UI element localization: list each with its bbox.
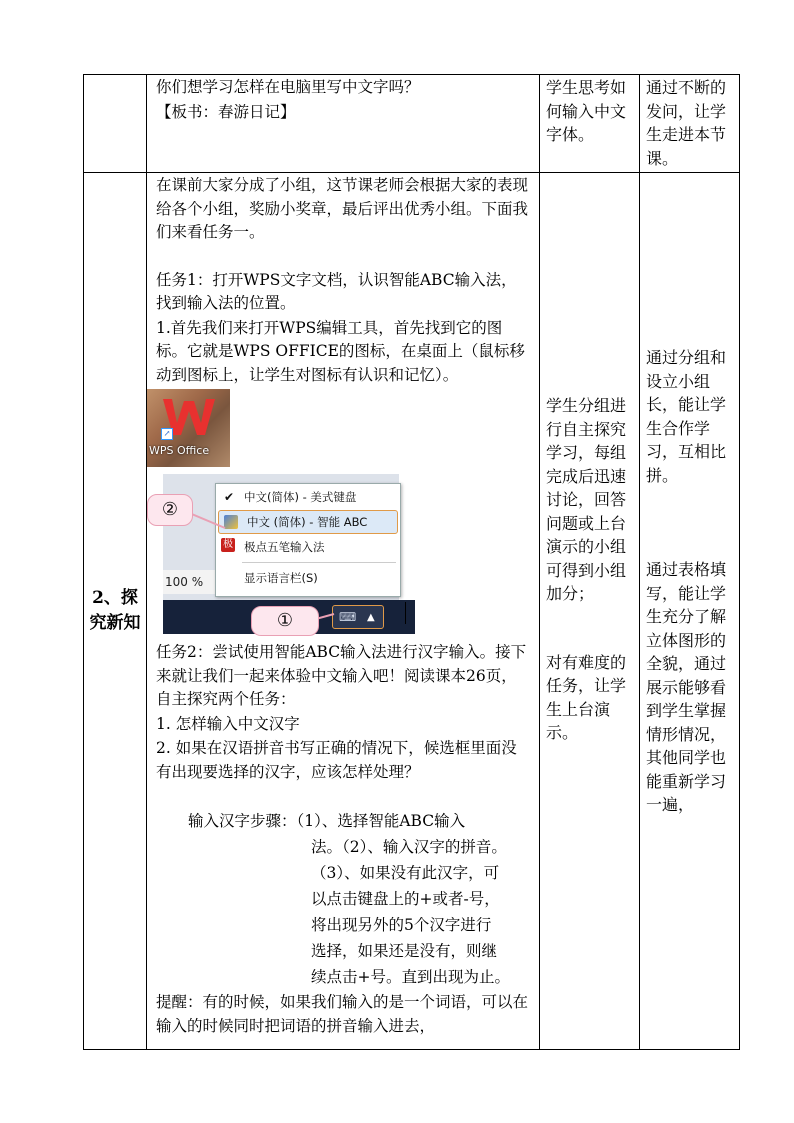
callout-2: ②: [147, 494, 193, 526]
content-cell: [147, 173, 540, 1050]
student-activity-cell: [540, 75, 640, 173]
wubi-icon: 极: [223, 539, 233, 550]
language-tray-button[interactable]: [332, 605, 384, 629]
menu-item-smart-abc[interactable]: [218, 510, 398, 534]
table-row: [84, 173, 740, 1050]
menu-item-wubi[interactable]: [216, 534, 400, 560]
steps-line: 输入汉字步骤：（1）、选择智能ABC输入: [188, 812, 466, 830]
board-note: 【板书：春游日记】: [156, 102, 296, 121]
intro-paragraph: 在课前大家分成了小组，这节课老师会根据大家的表现给各个小组，奖励小奖章，最后评出优秀小组。下面我们来看任务一。: [156, 176, 529, 241]
menu-item-label: 中文 (简体) - 智能 ABC: [247, 515, 368, 529]
design-purpose-text: 通过不断的发问，让学生走进本节课。: [646, 78, 727, 168]
wps-office-desktop-icon[interactable]: [147, 389, 230, 467]
menu-item-show-language-bar[interactable]: [216, 565, 400, 591]
zoom-status-text: 100 %: [163, 570, 225, 594]
student-activity-cell: [540, 173, 640, 1050]
spacer: [540, 606, 639, 650]
design-purpose-cell: [640, 173, 740, 1050]
shortcut-arrow-icon: ↗: [161, 428, 173, 440]
wps-icon-caption: WPS Office: [149, 444, 210, 457]
section-cell: [84, 173, 147, 1050]
spacer: [540, 173, 639, 393]
input-method-menu: [215, 483, 401, 597]
section-title: 2、探究新知: [89, 588, 141, 633]
steps-line: 将出现另外的5个汉字进行: [311, 916, 492, 934]
task1-step: 1.首先我们来打开WPS编辑工具，首先找到它的图标。它就是WPS OFFICE的图标，在桌面上（鼠标移动到图标上，让学生对图标有认识和记忆）。: [156, 318, 525, 384]
input-steps: [147, 807, 539, 990]
steps-line: 以点击键盘上的+或者-号，: [311, 890, 500, 908]
tip-text: 提醒：有的时候，如果我们输入的是一个词语，可以在输入的时候同时把词语的拼音输入进去，: [156, 993, 529, 1035]
design-purpose-cell: [640, 75, 740, 173]
ime-menu-screenshot: [147, 474, 403, 634]
student-activity-text: 对有难度的任务，让学生上台演示。: [546, 652, 627, 742]
menu-item-label: 中文(简体) - 美式键盘: [244, 490, 357, 504]
table-row: [84, 75, 740, 173]
callout-pointer: [187, 508, 227, 534]
task2-question-2: 2. 如果在汉语拼音书写正确的情况下，候选框里面没有出现要选择的汉字，应该怎样处理？: [156, 739, 517, 781]
steps-line: 选择，如果还是没有，则继: [311, 942, 498, 960]
keyboard-icon: ⌨: [339, 610, 357, 624]
intro-question: 你们想学习怎样在电脑里写中文字吗？: [156, 78, 420, 96]
task2-question-1: 1. 怎样输入中文汉字: [156, 714, 300, 733]
lesson-plan-table: [83, 74, 740, 1050]
design-purpose-text: 通过分组和设立小组长，能让学生合作学习，互相比拼。: [646, 348, 727, 485]
callout-1: ①: [251, 606, 319, 636]
task1-title: 任务1：打开WPS文字文档，认识智能ABC输入法，找到输入法的位置。: [156, 270, 517, 312]
menu-item-label: 显示语言栏(S): [244, 571, 318, 585]
content-cell: [147, 75, 540, 173]
spacer: [640, 173, 739, 345]
section-cell-empty: [84, 75, 147, 173]
steps-line: （3）、如果没有此汉字，可: [311, 864, 500, 882]
checkmark-icon: ✔: [224, 490, 235, 504]
spacer: [640, 487, 739, 557]
student-activity-text: 学生思考如何输入中文字体。: [546, 78, 627, 144]
menu-divider: [242, 562, 396, 563]
design-purpose-text: 通过表格填写，能让学生充分了解立体图形的全貌，通过展示能够看到学生掌握情形情况，其他同学也能重新学习一遍，: [646, 560, 727, 814]
student-activity-text: 学生分组进行自主探究学习，每组完成后迅速讨论，回答问题或上台演示的小组可得到小组加分；: [546, 396, 627, 603]
spacer: [147, 245, 539, 268]
text-cursor: [405, 602, 406, 624]
steps-line: 法。（2）、输入汉字的拼音。: [311, 838, 507, 856]
spacer: [147, 784, 539, 807]
menu-item-us-keyboard[interactable]: [216, 484, 400, 510]
menu-item-label: 极点五笔输入法: [244, 540, 325, 554]
up-arrow-icon: ▲: [367, 612, 375, 623]
steps-line: 续点击+号。直到出现为止。: [311, 968, 510, 986]
task2-title: 任务2：尝试使用智能ABC输入法进行汉字输入。接下来就让我们一起来体验中文输入吧！阅读课本26页，自主探究两个任务：: [156, 643, 527, 708]
